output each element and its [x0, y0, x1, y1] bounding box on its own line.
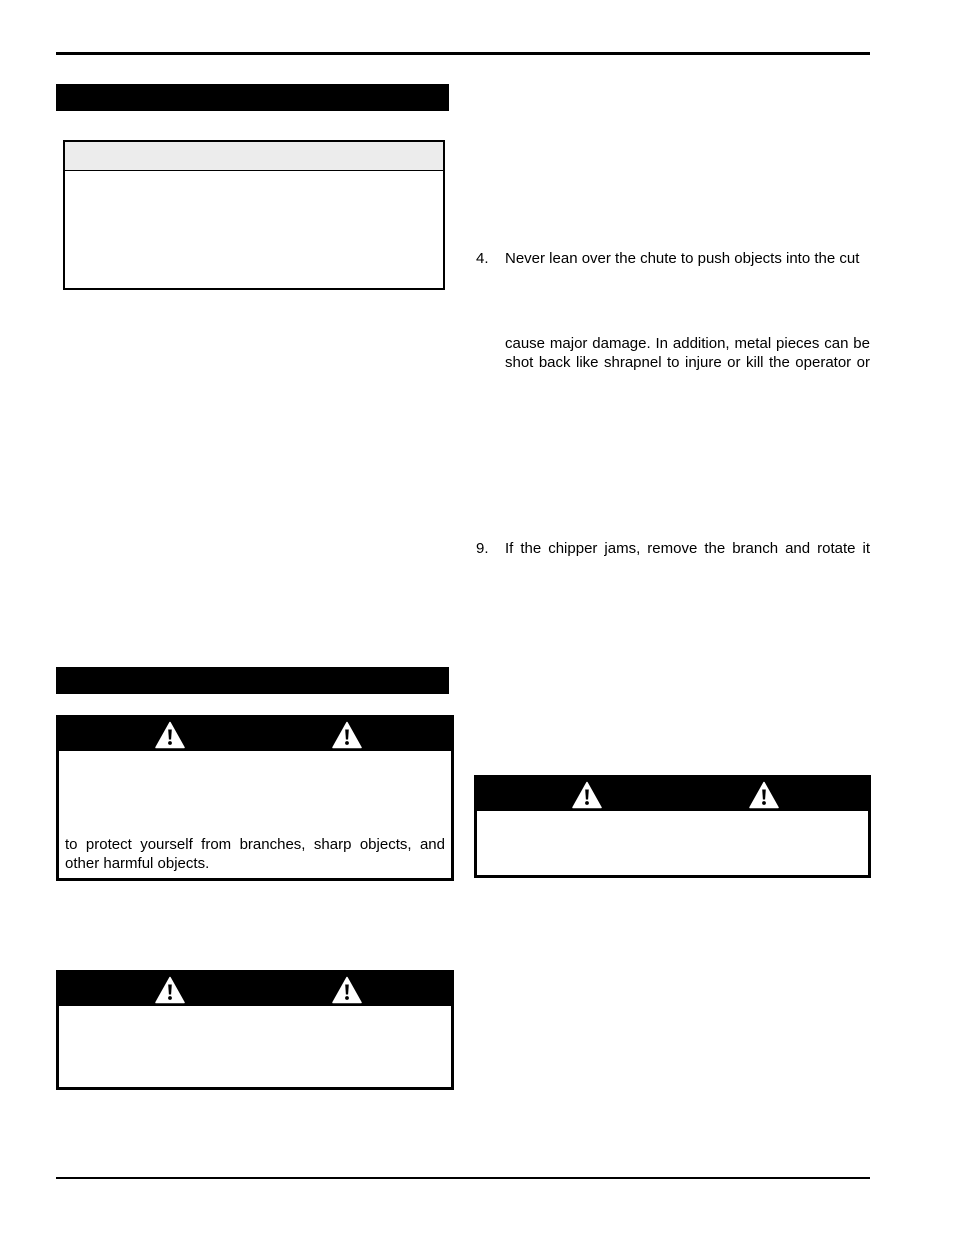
warning-triangle-icon [749, 781, 779, 809]
list-item-9-text: If the chipper jams, remove the branch and rotate it [505, 540, 870, 557]
warning-triangle-icon [332, 721, 362, 749]
note-box-header [65, 142, 443, 171]
warning-box-1-line-1: to protect yourself from branches, sharp objects, and [65, 836, 445, 853]
warning-triangle-icon [572, 781, 602, 809]
list-item-9 [476, 539, 870, 559]
section-heading-bar-1 [56, 84, 449, 111]
paragraph-line-1: cause major damage. In addition, metal pieces can be [505, 335, 870, 352]
warning-box-3-header [477, 778, 868, 811]
warning-box-1-header [59, 718, 451, 751]
note-box [63, 140, 445, 290]
warning-box-2 [56, 970, 454, 1090]
warning-box-2-header [59, 973, 451, 1006]
list-item-4 [476, 249, 870, 269]
paragraph-line-2: shot back like shrapnel to injure or kill the operator or [505, 354, 870, 371]
section-heading-bar-2 [56, 667, 449, 694]
warning-box-3 [474, 775, 871, 878]
warning-box-1 [56, 715, 454, 881]
warning-box-1-line-2: other harmful objects. [65, 855, 210, 872]
warning-box-1-text [65, 835, 445, 873]
list-item-4-number: 4. [476, 250, 489, 267]
warning-triangle-icon [332, 976, 362, 1004]
paragraph-metal-pieces [505, 334, 870, 372]
warning-triangle-icon [155, 721, 185, 749]
list-item-9-number: 9. [476, 540, 489, 557]
top-rule [56, 52, 870, 55]
list-item-4-text: Never lean over the chute to push objects into the cut [505, 250, 860, 267]
warning-triangle-icon [155, 976, 185, 1004]
bottom-rule [56, 1177, 870, 1179]
